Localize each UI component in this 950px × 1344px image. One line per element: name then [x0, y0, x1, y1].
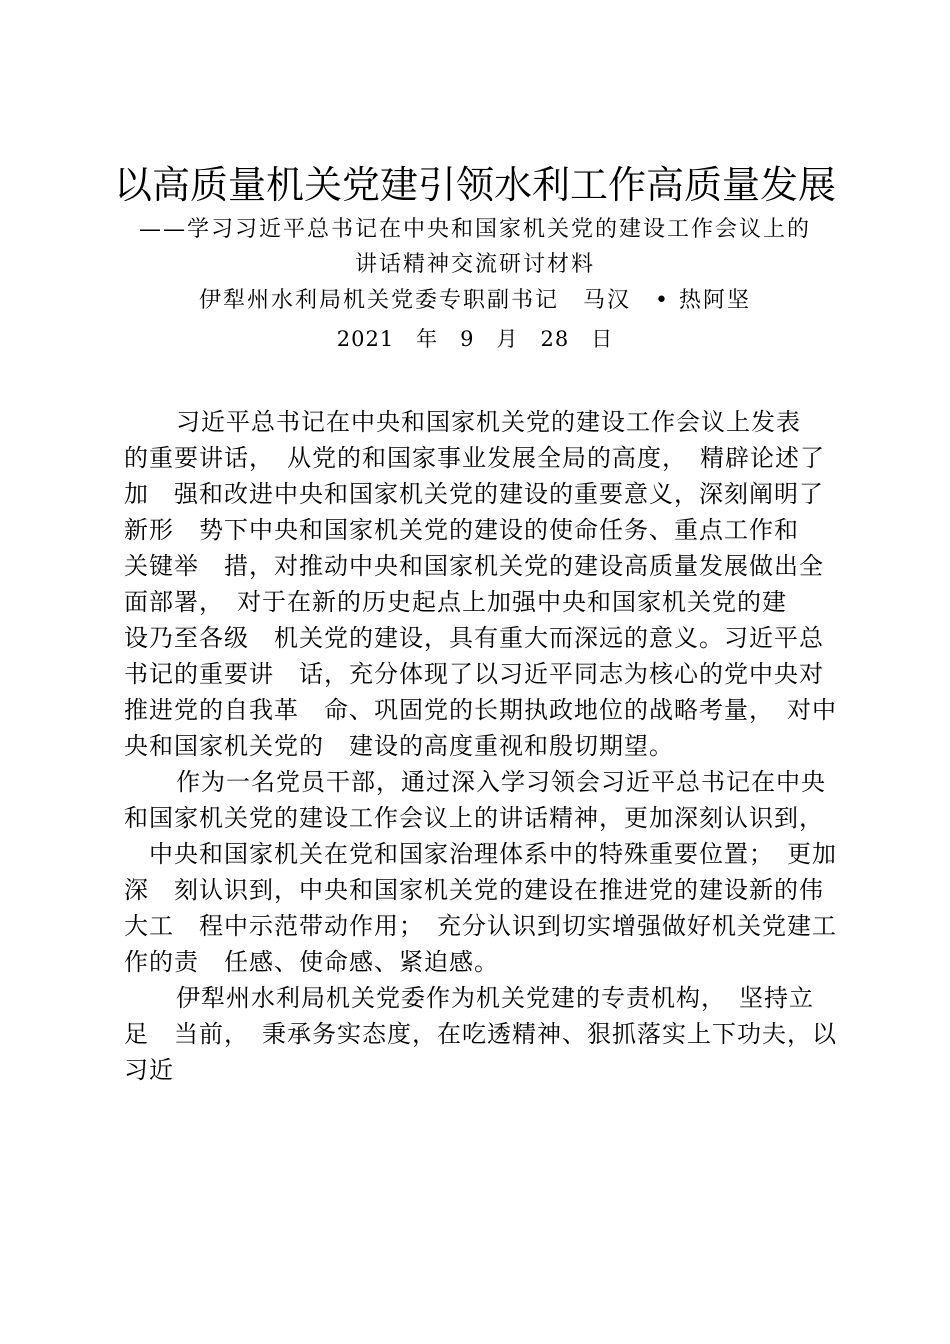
- text-line: 足 当前， 秉承务实态度，在吃透精神、狠抓落实上下功夫，以: [124, 1020, 837, 1048]
- text-line: 加 强和改进中央和国家机关党的建设的重要意义，深刻阐明了: [124, 480, 824, 508]
- text-line: 设乃至各级 机关党的建设，具有重大而深远的意义。习近平总: [124, 624, 824, 652]
- text-line: 习近: [124, 1056, 174, 1084]
- body-text: [124, 404, 844, 1088]
- author-line: 伊犁州水利局机关党委专职副书记 马汉 • 热阿坚: [199, 288, 751, 313]
- text-line: 新形 势下中央和国家机关党的建设的使命任务、重点工作和: [124, 516, 799, 544]
- text-line: 央和国家机关党的 建设的高度重视和殷切期望。: [124, 732, 674, 760]
- paragraph-1: [124, 404, 844, 764]
- text-line: 面部署， 对于在新的历史起点上加强中央和国家机关党的建: [124, 588, 787, 616]
- text-line: 推进党的自我革 命、巩固党的长期执政地位的战略考量， 对中: [124, 696, 837, 724]
- text-line: 的重要讲话， 从党的和国家事业发展全局的高度， 精辟论述了: [124, 444, 825, 472]
- subtitle-line: ——学习习近平总书记在中央和国家机关党的建设工作会议上的: [138, 217, 811, 242]
- paragraph-3: [124, 980, 844, 1088]
- document-subtitle: [60, 212, 890, 282]
- text-line: 深 刻认识到，中央和国家机关党的建设在推进党的建设新的伟: [124, 876, 824, 904]
- text-line: 中央和国家机关在党和国家治理体系中的特殊重要位置； 更加: [124, 840, 837, 868]
- text-line: 习近平总书记在中央和国家机关党的建设工作会议上发表: [176, 408, 801, 436]
- document-date: 2021 年 9 月 28 日: [336, 327, 614, 351]
- text-line: 作的责 任感、使命感、紧迫感。: [124, 948, 499, 976]
- subtitle-line: 讲话精神交流研讨材料: [354, 252, 595, 277]
- text-line: 书记的重要讲 话，充分体现了以习近平同志为核心的党中央对: [124, 660, 824, 688]
- paragraph-2: [124, 764, 844, 980]
- text-line: 关键举 措，对推动中央和国家机关党的建设高质量发展做出全: [124, 552, 824, 580]
- text-line: 伊犁州水利局机关党委作为机关党建的专责机构， 坚持立: [176, 984, 814, 1012]
- text-line: 大工 程中示范带动作用； 充分认识到切实增强做好机关党建工: [124, 912, 837, 940]
- text-line: 作为一名党员干部，通过深入学习领会习近平总书记在中央: [176, 768, 826, 796]
- text-line: 和国家机关党的建设工作会议上的讲话精神，更加深刻认识到，: [124, 804, 824, 832]
- document-title: 以高质量机关党建引领水利工作高质量发展: [113, 163, 836, 207]
